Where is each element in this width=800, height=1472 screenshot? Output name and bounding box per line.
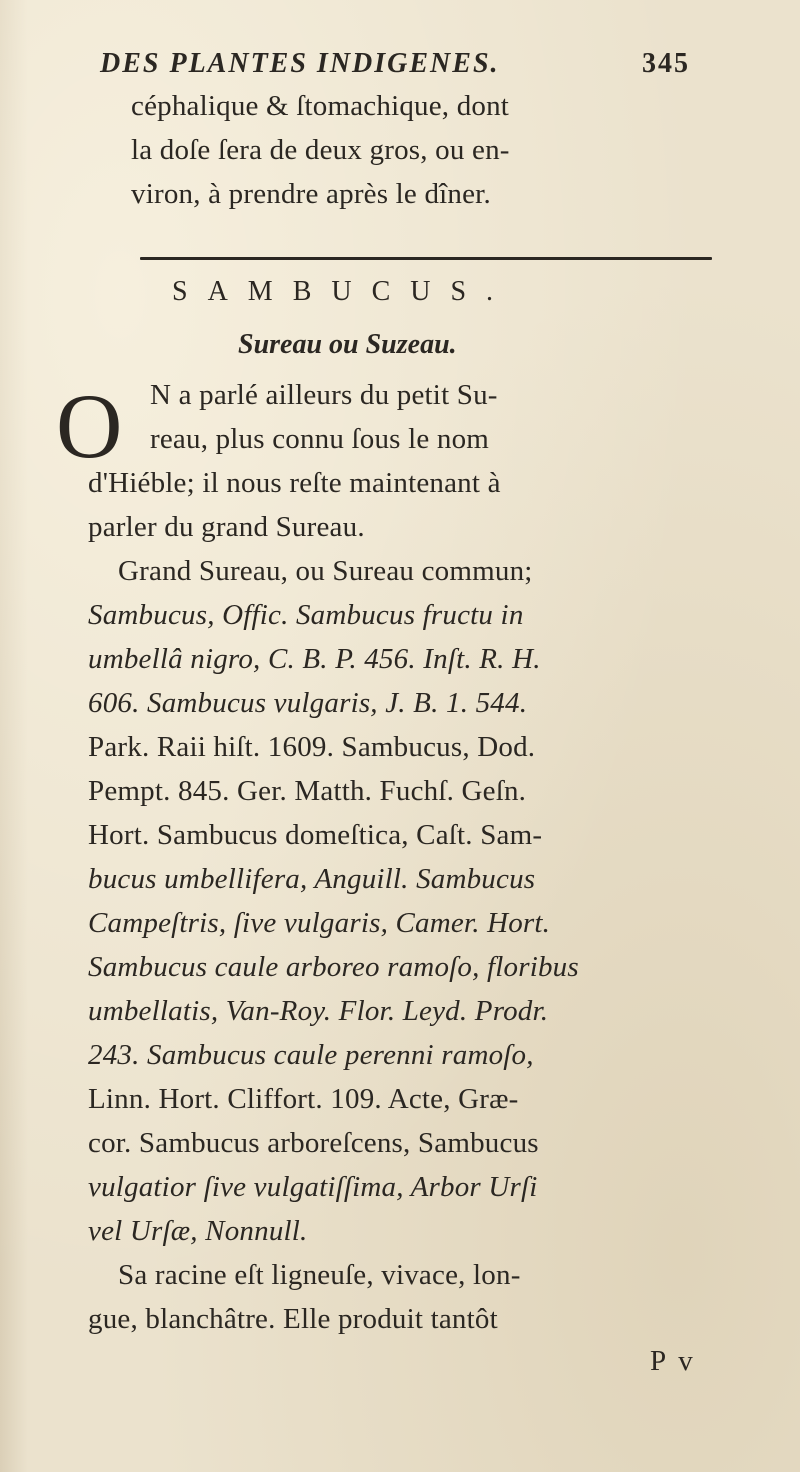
body-line: umbellâ nigro, C. B. P. 456. Inſt. R. H. bbox=[88, 643, 541, 675]
body-line: bucus umbellifera, Anguill. Sambucus bbox=[88, 863, 536, 895]
body-line: vel Urſæ, Nonnull. bbox=[88, 1215, 308, 1247]
running-head bbox=[100, 48, 690, 80]
body-line: reau, plus connu ſous le nom bbox=[150, 423, 490, 455]
body-line: N a parlé ailleurs du petit Su- bbox=[150, 379, 498, 411]
page-number: 345 bbox=[642, 48, 690, 79]
body-line: vulgatior ſive vulgatiſſima, Arbor Urſi bbox=[88, 1171, 538, 1203]
body-line: Hort. Sambucus domeſtica, Caſt. Sam- bbox=[88, 819, 543, 851]
body-line: Sa racine eſt ligneuſe, vivace, lon- bbox=[118, 1259, 521, 1291]
drop-cap: O bbox=[56, 375, 123, 477]
running-head-title: DES PLANTES INDIGENES. bbox=[100, 48, 500, 79]
intro-line: céphalique & ſtomachique, dont bbox=[131, 90, 510, 122]
body-line: gue, blanchâtre. Elle produit tantôt bbox=[88, 1303, 498, 1335]
body-line: Grand Sureau, ou Sureau commun; bbox=[118, 555, 533, 587]
intro-line: la doſe ſera de deux gros, ou en- bbox=[131, 134, 510, 166]
section-title: SAMBUCUS. bbox=[172, 276, 514, 307]
body-line: Campeſtris, ſive vulgaris, Camer. Hort. bbox=[88, 907, 551, 939]
catchword: P v bbox=[650, 1345, 696, 1377]
body-line: Pempt. 845. Ger. Matth. Fuchſ. Geſn. bbox=[88, 775, 527, 807]
body-line: parler du grand Sureau. bbox=[88, 511, 365, 543]
body-line: Sambucus, Offic. Sambucus fructu in bbox=[88, 599, 524, 631]
body-line: umbellatis, Van-Roy. Flor. Leyd. Prodr. bbox=[88, 995, 549, 1027]
section-subtitle: Sureau ou Suzeau. bbox=[238, 329, 457, 360]
body-line: 606. Sambucus vulgaris, J. B. 1. 544. bbox=[88, 687, 528, 719]
section-divider bbox=[140, 257, 712, 260]
body-line: cor. Sambucus arboreſcens, Sambucus bbox=[88, 1127, 539, 1159]
body-line: Linn. Hort. Cliffort. 109. Acte, Græ- bbox=[88, 1083, 519, 1115]
body-line: Park. Raii hiſt. 1609. Sambucus, Dod. bbox=[88, 731, 536, 763]
body-line: 243. Sambucus caule perenni ramoſo, bbox=[88, 1039, 534, 1071]
body-line: Sambucus caule arboreo ramoſo, floribus bbox=[88, 951, 579, 983]
body-line: d'Hiéble; il nous reſte maintenant à bbox=[88, 467, 501, 499]
intro-line: viron, à prendre après le dîner. bbox=[131, 178, 491, 210]
